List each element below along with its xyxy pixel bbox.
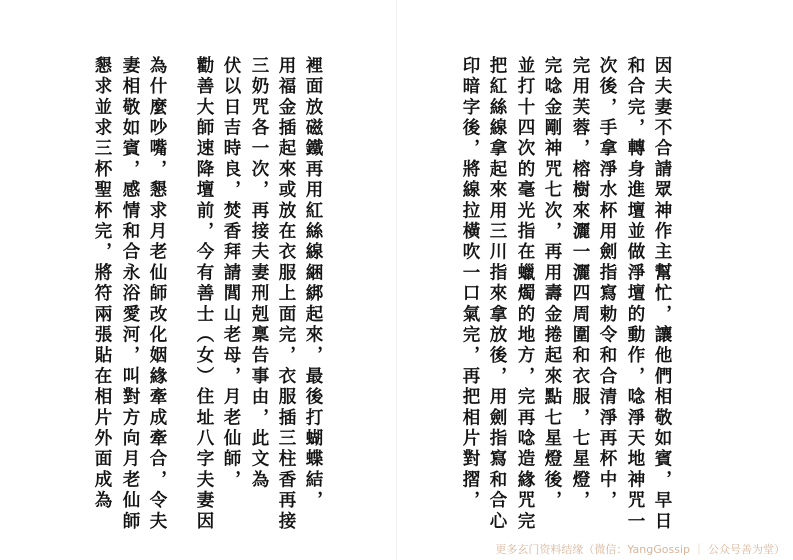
left-page-column-1: 裡面放磁鐵再用紅絲線綑綁起來，最後打蝴蝶結，	[303, 56, 323, 512]
left-page	[0, 0, 396, 560]
footer-watermark: 更多玄门资料结缘（微信：YangGossip ｜ 公众号善为堂）	[495, 543, 785, 556]
right-page-column-3: 次後，手拿淨水杯用劍指寫勅令和合清淨再杯中，	[597, 56, 617, 512]
right-page-column-2: 和合完，轉身進壇並做淨壇的動作，唸淨天地神咒一	[625, 56, 645, 533]
left-page-column-6: 為什麼吵嘴，懇求月老仙師改化姻緣牽成牽合，令夫	[147, 56, 167, 533]
left-page-column-4: 伏以日吉時良，焚香拜請閭山老母，月老仙師，	[221, 56, 241, 491]
right-page-column-8: 印暗字後，將線拉橫吹一口氣完，再把相片對摺，	[460, 56, 480, 512]
right-page-column-7: 把紅絲線拿起來用三川指來拿放後，用劍指寫和合心	[487, 56, 507, 533]
right-page-column-5: 完唸金剛神咒七次，再用壽金捲起來點七星燈後，	[542, 56, 562, 512]
book-gutter	[396, 0, 397, 560]
left-page-column-8: 懇求並求三杯聖杯完，將符兩張貼在相片外面成為	[92, 56, 112, 512]
right-page-column-4: 完用芙蓉，榕樹來灑一灑四周圍和衣服，七星燈，	[570, 56, 590, 512]
left-page-column-3: 三奶咒各一次，再接夫妻刑剋稟告事由，此文為	[249, 56, 269, 491]
right-page-column-6: 並打十四次的毫光指在蠟燭的地方，完再唸造緣咒完	[515, 56, 535, 533]
right-page-column-1: 因夫妻不合請眾神作主幫忙，讓他們相敬如賓，早日	[652, 56, 672, 533]
right-page	[397, 0, 793, 560]
left-page-column-2: 用福金插起來或放在衣服上面完，衣服插三柱香再接	[276, 56, 296, 533]
left-page-column-5: 勸善大師速降壇前，今有善士（女）住址八字夫妻因	[194, 56, 214, 533]
left-page-column-7: 妻相敬如賓，感情和合永浴愛河，叫對方向月老仙師	[120, 56, 140, 533]
